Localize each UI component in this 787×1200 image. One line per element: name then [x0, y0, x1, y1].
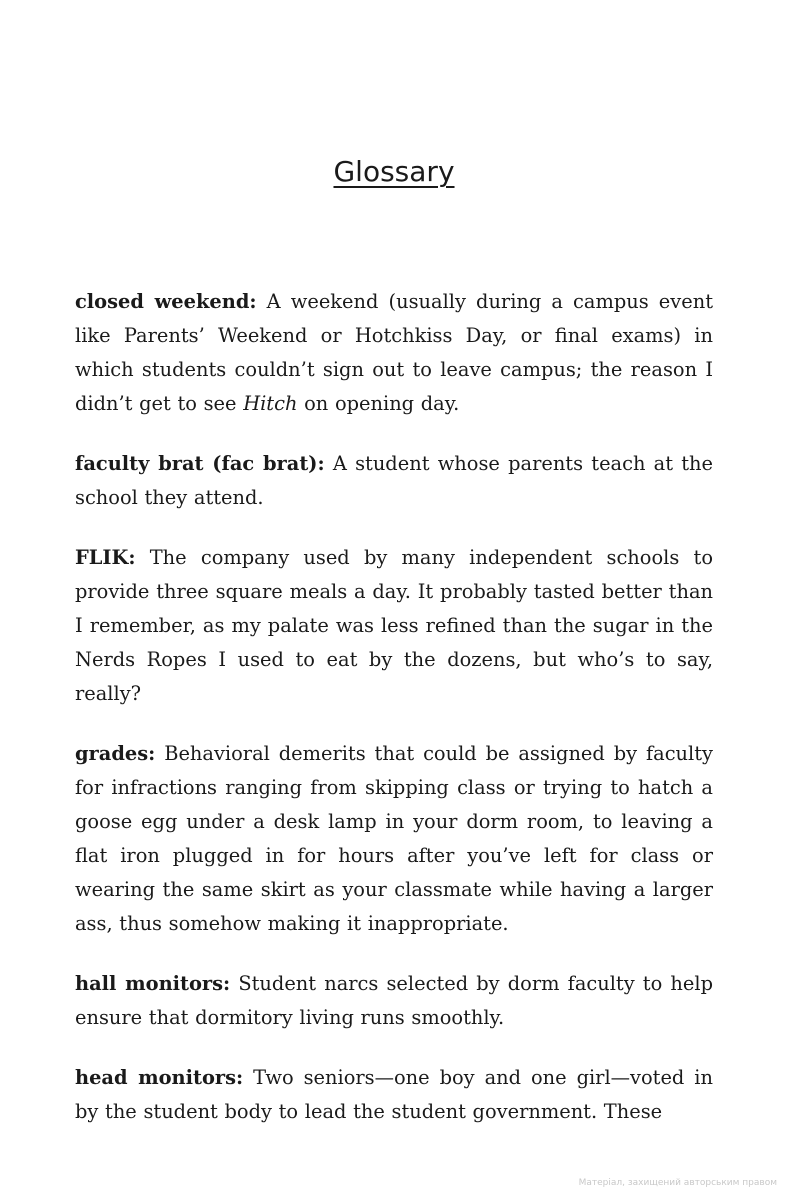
glossary-definition-end: on opening day. [297, 392, 460, 415]
glossary-term: closed weekend: [75, 290, 257, 313]
glossary-definition: Two seniors—one boy and one girl—voted in by the student body to lead the student government. These [75, 1066, 713, 1123]
glossary-term: hall monitors: [75, 972, 231, 995]
glossary-definition: The company used by many independent schools to provide three square meals a day. It probably tasted better than I remember, as my palate was less refined than the sugar in the Nerds Ropes I used to eat by the dozens, but who’s to say, really? [75, 546, 713, 705]
glossary-entry-head-monitors [75, 1061, 713, 1129]
glossary-definition-italic: Hitch [243, 392, 298, 415]
glossary-entry-closed-weekend [75, 285, 713, 421]
glossary-definition: A student whose parents teach at the school they attend. [75, 452, 713, 509]
glossary-entry-flik [75, 541, 713, 711]
copyright-watermark: Матеріал, захищений авторським правом [578, 1178, 777, 1188]
glossary-term: head monitors: [75, 1066, 244, 1089]
document-page [75, 0, 713, 1200]
glossary-term: FLIK: [75, 546, 136, 569]
glossary-entries [75, 285, 713, 1155]
glossary-definition: A weekend (usually during a campus event like Parents’ Weekend or Hotchkiss Day, or final exams) in which students couldn’t sign out to leave campus; the reason I didn’t get to see [75, 290, 713, 415]
glossary-term: grades: [75, 742, 156, 765]
page-title: Glossary [333, 155, 455, 188]
glossary-entry-grades [75, 737, 713, 941]
glossary-entry-hall-monitors [75, 967, 713, 1035]
glossary-term: faculty brat (fac brat): [75, 452, 325, 475]
glossary-definition: Behavioral demerits that could be assigned by faculty for infractions ranging from skipping class or trying to hatch a goose egg under a desk lamp in your dorm room, to leaving a flat iron plugged in for hours after you’ve left for class or wearing the same skirt as your classmate while having a larger ass, thus somehow making it inappropriate. [75, 742, 713, 935]
glossary-definition: Student narcs selected by dorm faculty to help ensure that dormitory living runs smoothly. [75, 972, 713, 1029]
glossary-entry-faculty-brat [75, 447, 713, 515]
